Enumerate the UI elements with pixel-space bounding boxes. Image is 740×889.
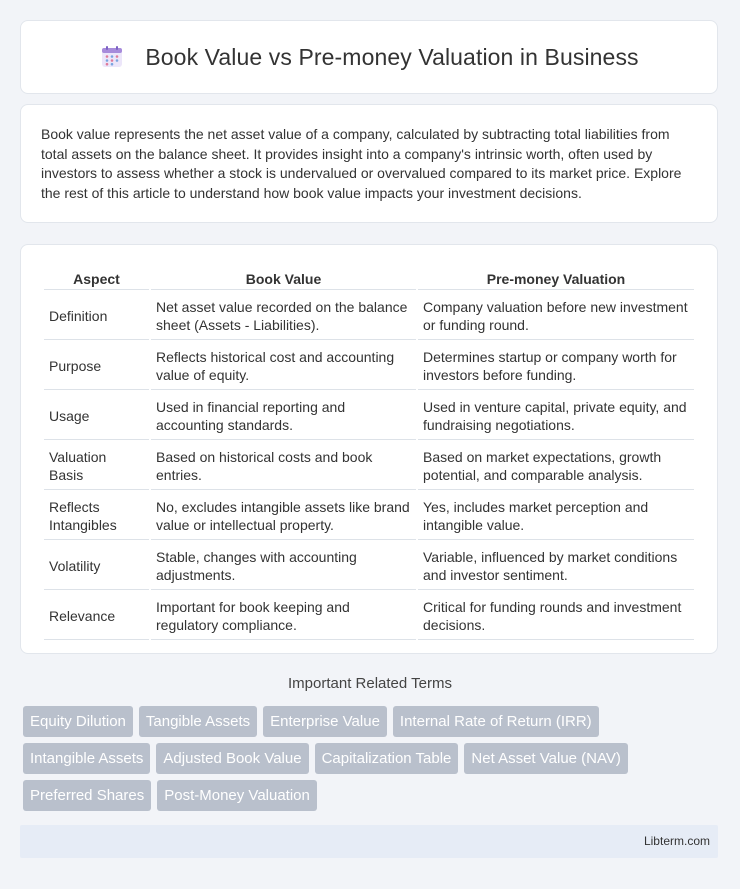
row-pre-money-valuation: Variable, influenced by market conditions and investor sentiment.: [418, 542, 694, 590]
row-pre-money-valuation: Critical for funding rounds and investment decisions.: [418, 592, 694, 640]
row-pre-money-valuation: Based on market expectations, growth potential, and comparable analysis.: [418, 442, 694, 490]
table-row: [44, 592, 694, 640]
table-row: [44, 342, 694, 390]
table-row: [44, 292, 694, 340]
calendar-grid-icon: [99, 44, 125, 70]
tag-equity-dilution[interactable]: Equity Dilution: [23, 706, 133, 737]
header-book-value: Book Value: [151, 267, 416, 290]
tag-enterprise-value[interactable]: Enterprise Value: [263, 706, 387, 737]
table-row: [44, 392, 694, 440]
related-terms-tags: [23, 706, 703, 817]
row-book-value: Stable, changes with accounting adjustments.: [151, 542, 416, 590]
tag-tangible-assets[interactable]: Tangible Assets: [139, 706, 257, 737]
table-row: [44, 542, 694, 590]
page-title: Book Value vs Pre-money Valuation in Business: [145, 43, 639, 70]
comparison-table-card: [20, 244, 718, 654]
row-book-value: Net asset value recorded on the balance sheet (Assets - Liabilities).: [151, 292, 416, 340]
row-aspect: Valuation Basis: [44, 442, 149, 490]
row-book-value: Based on historical costs and book entries.: [151, 442, 416, 490]
intro-card: [20, 104, 718, 223]
footer-site-link[interactable]: Libterm.com: [643, 834, 710, 848]
intro-paragraph: Book value represents the net asset value of a company, calculated by subtracting total liabilities from total assets on the balance sheet. It provides insight into a company's intrinsic worth, often used by investors to assess whether a stock is undervalued or overvalued compared to its market price. Explore the rest of this article to understand how book value impacts your investment decisions.: [41, 126, 682, 201]
comparison-table: [42, 265, 696, 642]
row-aspect: Usage: [44, 392, 149, 440]
row-aspect: Relevance: [44, 592, 149, 640]
table-row: [44, 492, 694, 540]
row-pre-money-valuation: Yes, includes market perception and intangible value.: [418, 492, 694, 540]
tag-intangible-assets[interactable]: Intangible Assets: [23, 743, 150, 774]
tag-internal-rate-of-return[interactable]: Internal Rate of Return (IRR): [393, 706, 599, 737]
row-aspect: Purpose: [44, 342, 149, 390]
row-book-value: No, excludes intangible assets like brand value or intellectual property.: [151, 492, 416, 540]
row-book-value: Used in financial reporting and accounting standards.: [151, 392, 416, 440]
table-row: [44, 442, 694, 490]
footer-bar: [20, 825, 718, 858]
title-card: [20, 20, 718, 94]
row-pre-money-valuation: Company valuation before new investment or funding round.: [418, 292, 694, 340]
tag-post-money-valuation[interactable]: Post-Money Valuation: [157, 780, 317, 811]
row-book-value: Reflects historical cost and accounting value of equity.: [151, 342, 416, 390]
related-terms-title: Important Related Terms: [288, 675, 452, 692]
tag-preferred-shares[interactable]: Preferred Shares: [23, 780, 151, 811]
header-aspect: Aspect: [44, 267, 149, 290]
tag-adjusted-book-value[interactable]: Adjusted Book Value: [156, 743, 308, 774]
row-pre-money-valuation: Determines startup or company worth for investors before funding.: [418, 342, 694, 390]
row-aspect: Reflects Intangibles: [44, 492, 149, 540]
header-pre-money-valuation: Pre-money Valuation: [418, 267, 694, 290]
row-pre-money-valuation: Used in venture capital, private equity, and fundraising negotiations.: [418, 392, 694, 440]
tag-net-asset-value[interactable]: Net Asset Value (NAV): [464, 743, 628, 774]
row-book-value: Important for book keeping and regulatory compliance.: [151, 592, 416, 640]
table-header-row: [44, 267, 694, 290]
row-aspect: Volatility: [44, 542, 149, 590]
row-aspect: Definition: [44, 292, 149, 340]
tag-capitalization-table[interactable]: Capitalization Table: [315, 743, 459, 774]
